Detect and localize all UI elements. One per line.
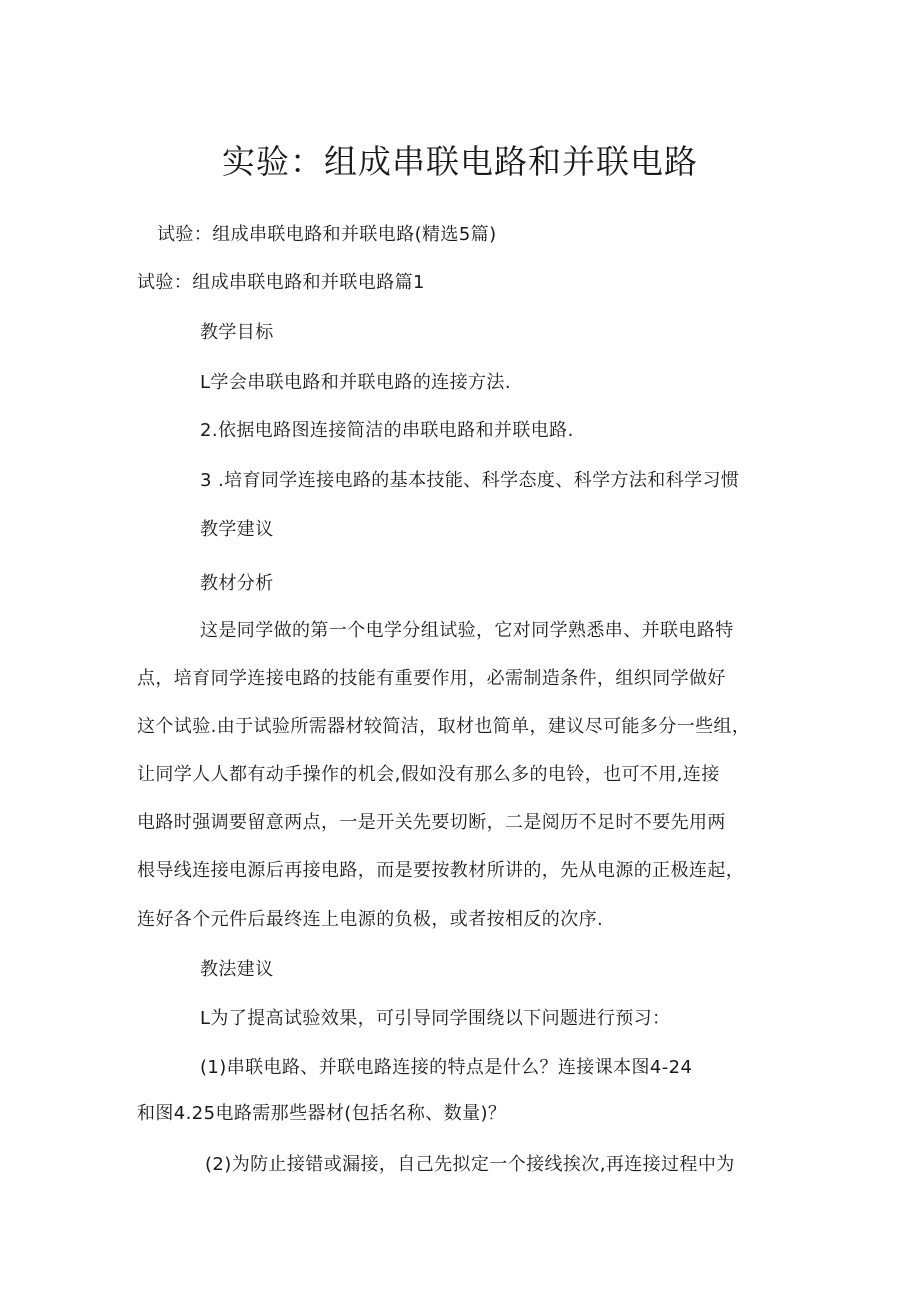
paragraph-line: 让同学人人都有动手操作的机会,假如没有那么多的电铃，也可不用,连接 — [137, 764, 720, 785]
paragraph-line: 这是同学做的第一个电学分组试验，它对同学熟悉串、并联电路特 — [200, 620, 734, 641]
paragraph-line: 电路时强调要留意两点，一是开关先要切断，二是阅历不足时不要先用两 — [137, 812, 726, 833]
teaching-goals-heading: 教学目标 — [200, 322, 274, 343]
goal-item-2: 2.依据电路图连接简洁的串联电路和并联电路. — [200, 420, 574, 441]
paragraph-line: 连好各个元件后最终连上电源的负极，或者按相反的次序. — [137, 909, 604, 930]
goal-item-3: 3 .培育同学连接电路的基本技能、科学态度、科学方法和科学习惯 — [200, 470, 740, 491]
method-suggestions-heading: 教法建议 — [200, 959, 274, 980]
paragraph-line: 根导线连接电源后再接电路，而是要按教材所讲的，先从电源的正极连起， — [137, 860, 745, 881]
method-line: L为了提高试验效果，可引导同学围绕以下问题进行预习： — [200, 1008, 671, 1029]
teaching-suggestions-heading: 教学建议 — [200, 519, 274, 540]
document-subtitle: 试验：组成串联电路和并联电路(精选5篇) — [157, 224, 497, 245]
page-title: 实验：组成串联电路和并联电路 — [222, 142, 698, 181]
goal-item-1: L学会串联电路和并联电路的连接方法. — [200, 372, 511, 393]
method-line: (2)为防止接错或漏接，自己先拟定一个接线挨次,再连接过程中为 — [205, 1154, 735, 1175]
method-line: (1)串联电路、并联电路连接的特点是什么？连接课本图4-24 — [200, 1057, 693, 1078]
material-analysis-heading: 教材分析 — [200, 573, 274, 594]
paragraph-line: 这个试验.由于试验所需器材较简洁，取材也简单，建议尽可能多分一些组， — [137, 716, 751, 737]
method-line: 和图4.25电路需那些器材(包括名称、数量)？ — [137, 1103, 507, 1124]
section-heading: 试验：组成串联电路和并联电路篇1 — [137, 272, 425, 293]
paragraph-line: 点，培育同学连接电路的技能有重要作用，必需制造条件，组织同学做好 — [137, 668, 726, 689]
